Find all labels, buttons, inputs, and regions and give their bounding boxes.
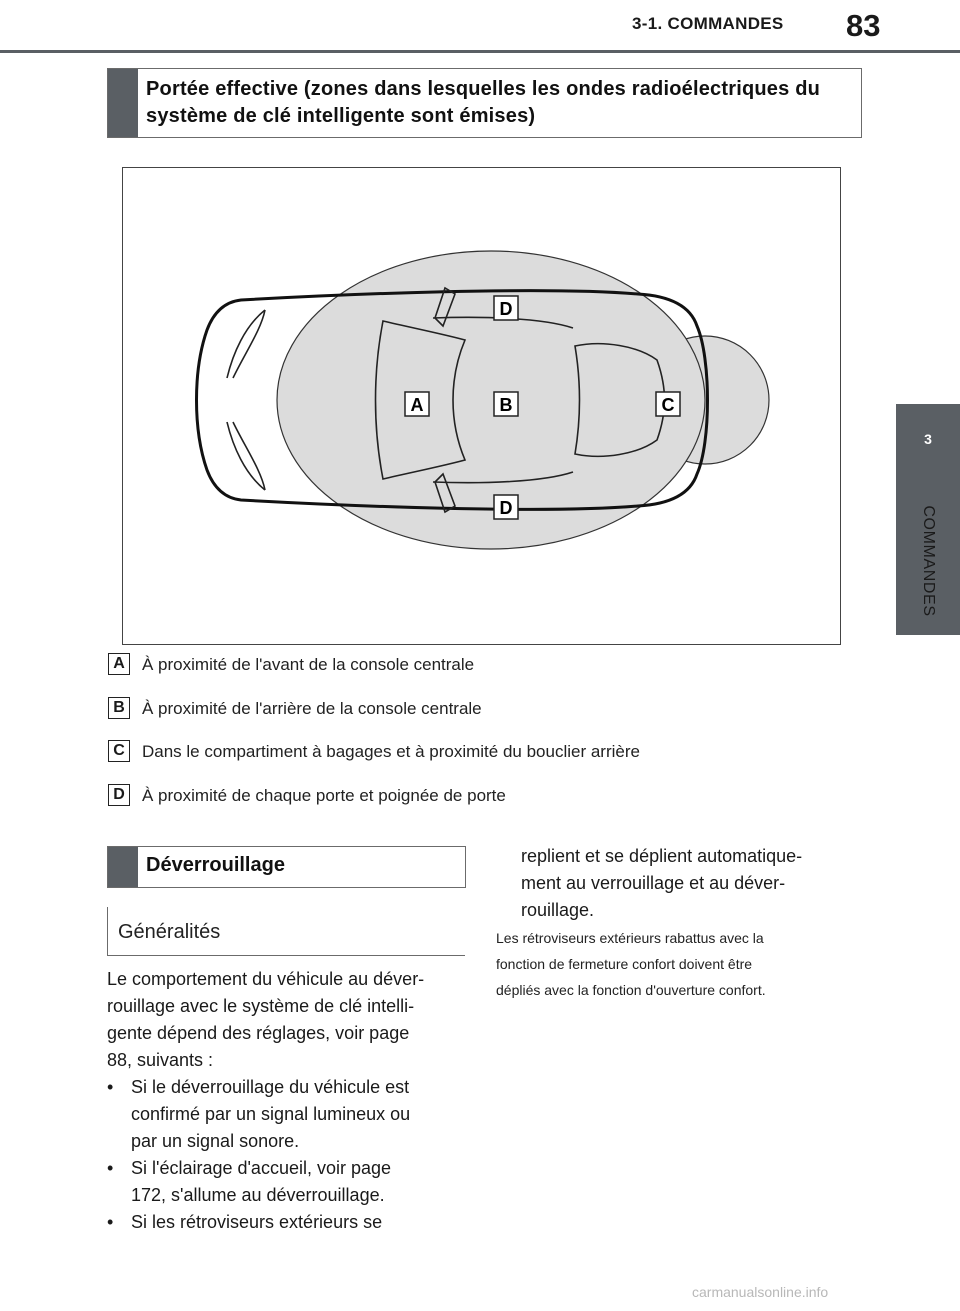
- legend-badge-c: C: [108, 740, 130, 762]
- legend-text-c: Dans le compartiment à bagages et à proximité du bouclier arrière: [142, 742, 640, 761]
- bullet-line: Si l'éclairage d'accueil, voir page: [131, 1158, 392, 1178]
- legend-text-b: À proximité de l'arrière de la console centrale: [142, 699, 482, 718]
- bullet-line: confirmé par un signal lumineux ou: [131, 1104, 411, 1124]
- intro-line-2: rouillage avec le système de clé intelli-: [107, 996, 415, 1016]
- note-line-3: dépliés avec la fonction d'ouverture confort.: [496, 982, 766, 998]
- intro-line-1: Le comportement du véhicule au déver-: [107, 969, 425, 989]
- intro-line-4: 88, suivants :: [107, 1050, 214, 1070]
- heading-unlocking: [107, 846, 466, 888]
- label-d-top: D: [499, 299, 513, 319]
- heading-bar: [108, 847, 138, 887]
- bullet-dot: •: [107, 1212, 114, 1232]
- continuation-line-1: replient et se déplient automatique-: [521, 846, 803, 866]
- label-b: B: [499, 395, 513, 415]
- legend-text-a: À proximité de l'avant de la console centrale: [142, 655, 475, 674]
- front-light-right: [227, 422, 265, 490]
- legend-text-d: À proximité de chaque porte et poignée de porte: [142, 786, 506, 805]
- bullet-dot: •: [107, 1158, 114, 1178]
- page-number: 83: [846, 8, 881, 43]
- section-title: 3-1. COMMANDES: [632, 14, 784, 33]
- continuation-line-3: rouillage.: [521, 900, 595, 920]
- heading-bar: [108, 69, 138, 137]
- watermark: carmanualsonline.info: [692, 1284, 829, 1300]
- car-range-diagram: [122, 167, 841, 645]
- subheading-generalities: [107, 907, 465, 956]
- legend-badge-a: A: [108, 653, 130, 675]
- legend-badge-b: B: [108, 697, 130, 719]
- bullet-confirm-signal: [107, 1074, 467, 1155]
- bullet-dot: •: [107, 1077, 114, 1097]
- label-d-bottom: D: [499, 498, 513, 518]
- bullet-line: Si les rétroviseurs extérieurs se: [131, 1212, 383, 1232]
- heading-text: Portée effective (zones dans lesquelles les ondes radioélectriques du système de clé intelligente sont émises): [146, 78, 821, 127]
- subheading-text: Généralités: [118, 921, 221, 943]
- chapter-label: COMMANDES: [920, 505, 937, 617]
- header-rule: [0, 50, 960, 53]
- label-c: C: [661, 395, 675, 415]
- note-line-2: fonction de fermeture confort doivent être: [496, 956, 753, 972]
- car-diagram-svg: [123, 168, 840, 644]
- bullet-line: Si le déverrouillage du véhicule est: [131, 1077, 410, 1097]
- note-line-1: Les rétroviseurs extérieurs rabattus avec la: [496, 930, 764, 946]
- bullet-welcome-light: [107, 1155, 467, 1209]
- legend-badge-d: D: [108, 784, 130, 806]
- bullet-line: 172, s'allume au déverrouillage.: [131, 1185, 385, 1205]
- chapter-number: 3: [924, 431, 932, 447]
- heading-effective-range: [107, 68, 862, 138]
- heading-text: Déverrouillage: [146, 854, 285, 876]
- front-light-left: [227, 310, 265, 378]
- bullet-mirrors: [107, 1209, 467, 1236]
- continuation-line-2: ment au verrouillage et au déver-: [521, 873, 786, 893]
- bullet-line: par un signal sonore.: [131, 1131, 300, 1151]
- intro-line-3: gente dépend des réglages, voir page: [107, 1023, 410, 1043]
- label-a: A: [410, 395, 424, 415]
